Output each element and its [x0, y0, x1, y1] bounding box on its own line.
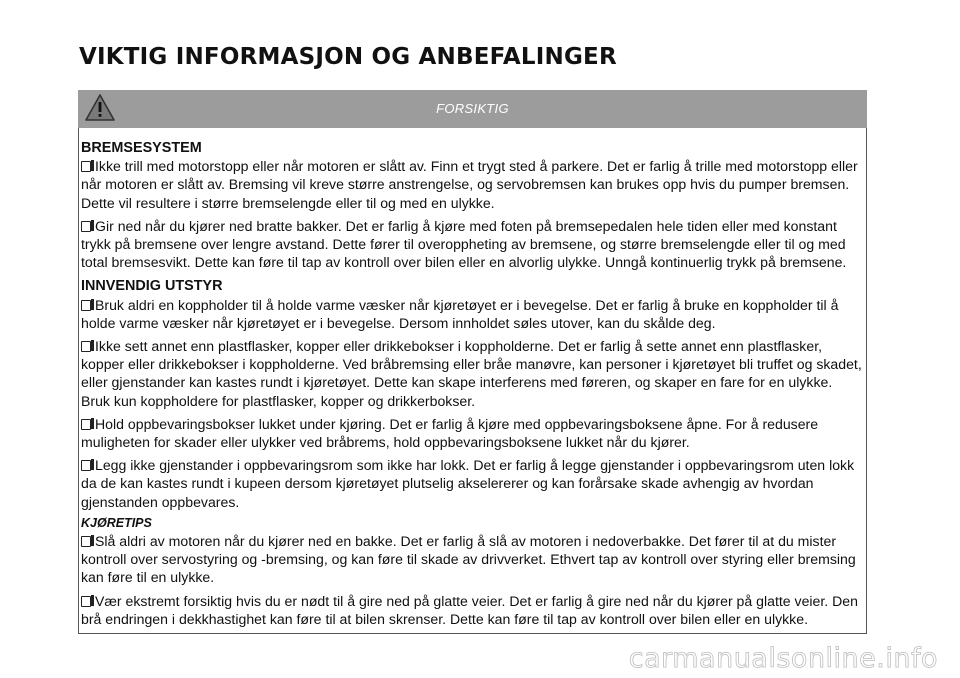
checkbox-bullet-icon: [81, 596, 91, 607]
caution-banner: [78, 90, 867, 128]
caution-content: [81, 139, 864, 628]
paragraph: Vær ekstremt forsiktig hvis du er nødt til å gire ned på glatte veier. Det er farlig å gire ned når du kjører på glatte veier. Den brå endringen i dekkhastighet kan føre til at bilen skrenser. Dette kan føre til tap av kontroll over bilen eller en ulykke.: [81, 592, 858, 627]
watermark: carmanualsonline.info: [628, 643, 938, 674]
checkbox-bullet-icon: [81, 221, 91, 232]
paragraph: Legg ikke gjenstander i oppbevaringsrom som ikke har lokk. Det er farlig å legge gjenstander i oppbevaringsrom uten lokk da de kan kastes rundt i kupeen dersom kjøretøyet plutselig akselererer og kan forårsake skade avhengig av hvordan gjenstanden oppbevares.: [81, 457, 855, 510]
checkbox-bullet-icon: [81, 161, 91, 172]
checkbox-bullet-icon: [81, 300, 91, 311]
paragraph: Ikke sett annet enn plastflasker, kopper eller drikkebokser i koppholderne. Det er farlig å sette annet enn plastflasker, kopper eller drikkebokser i koppholderne. Ved bråbremsing eller bråe manøvre, kan personer i kjøretøyet bli truffet og skadet, eller gjenstander kan kastes rundt i kjøretøyet. Dette kan skape interferens med føreren, og skaper en fare for en ulykke. Bruk kun koppholdere for plastflasker, kopper og drikkerbokser.: [81, 338, 862, 409]
paragraph: Ikke trill med motorstopp eller når motoren er slått av. Finn et trygt sted å parkere. Det er farlig å trille med motorstopp eller når motoren er slått av. Bremsing vil kreve større anstrengelse, og servobremsen kan brukes opp hvis du pumper bremsen. Dette vil resultere i større bremselengde eller til og med en ulykke.: [81, 158, 858, 211]
paragraph: Hold oppbevaringsbokser lukket under kjøring. Det er farlig å kjøre med oppbevaringsboksene åpne. For å redusere muligheten for skader eller ulykker ved bråbrems, hold oppbevaringsboksene lukket når du kjører.: [81, 415, 819, 451]
checkbox-bullet-icon: [81, 536, 91, 547]
checkbox-bullet-icon: [81, 460, 91, 471]
paragraph: Bruk aldri en koppholder til å holde varme væsker når kjøretøyet er i bevegelse. Det er farlig å bruke en koppholder til å holde varme væsker når kjøretøyet er i bevegelse. Dersom innholdet søles utover, kan du skålde deg.: [81, 296, 839, 331]
paragraph: Gir ned når du kjører ned bratte bakker. Det er farlig å kjøre med foten på bremsepedalen hele tiden eller med konstant trykk på bremsene over lengre avstand. Dette fører til overoppheting av bremsene, og større bremselengde eller til og med total bremsesvikt. Dette kan føre til tap av kontroll over bilen eller en alvorlig ulykke. Unngå kontinuerlig trykk på bremsene.: [81, 217, 847, 271]
section-title-brakes: BREMSESYSTEM: [81, 140, 202, 156]
caution-label: FORSIKTIG: [436, 101, 509, 116]
section-title-interior: INNVENDIG UTSTYR: [81, 278, 223, 295]
paragraph: Slå aldri av motoren når du kjører ned en bakke. Det er farlig å slå av motoren i nedoverbakke. Det fører til at du mister kontroll over servostyring og -bremsing, og kan føre til skade av drivverket. Ethvert tap av kontroll over styring eller bremsing kan føre til en ulykke.: [81, 533, 856, 586]
checkbox-bullet-icon: [81, 341, 91, 352]
caution-box: [78, 128, 867, 634]
checkbox-bullet-icon: [81, 419, 91, 430]
page-heading: VIKTIG INFORMASJON OG ANBEFALINGER: [79, 44, 617, 70]
section-title-driving-tips: KJØRETIPS: [81, 515, 152, 530]
